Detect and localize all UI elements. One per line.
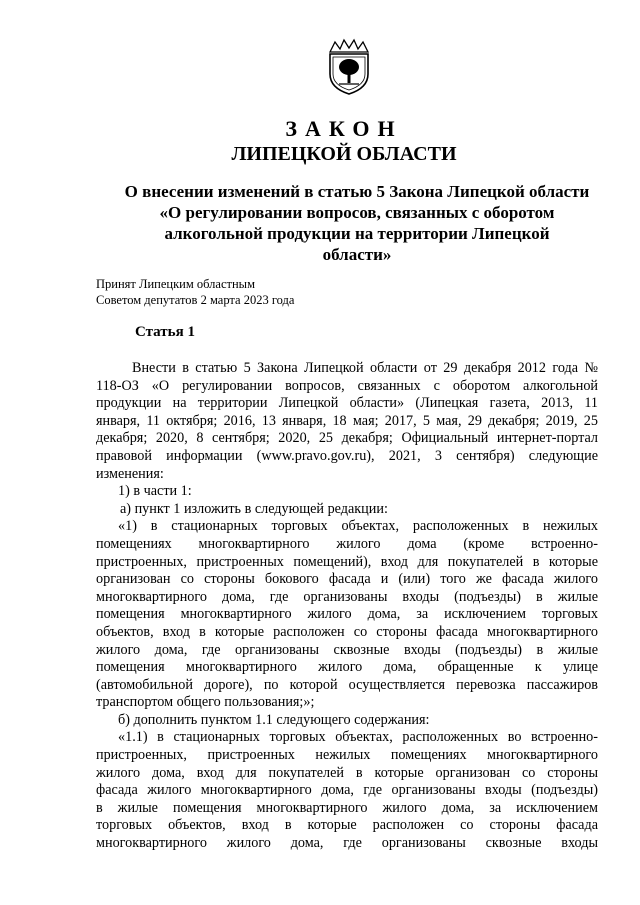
paragraph-line: в жилые помещения многоквартирного жилого дома, за исключением — [96, 799, 598, 816]
heading-line: «О регулировании вопросов, связанных с оборотом — [159, 203, 555, 222]
paragraph-line: помещениях многоквартирного жилого дома (кроме встроенно- — [96, 535, 598, 552]
paragraph-line: фасада жилого многоквартирного дома, где организованы входы (подъезды) — [96, 782, 598, 799]
paragraph-line: Внести в статью 5 Закона Липецкой области от 29 декабря 2012 года № — [132, 360, 598, 376]
paragraph-line: жилого дома, вход для покупателей в которые организован со стороны — [96, 764, 598, 781]
adoption-line: Советом депутатов 2 марта 2023 года — [96, 293, 295, 307]
adoption-line: Принят Липецким областным — [96, 277, 255, 291]
paragraph-line: а) пункт 1 изложить в следующей редакции: — [120, 500, 388, 517]
paragraph-line: жилого дома, где организованы сквозные входы (подъезды) в жилые — [96, 641, 598, 658]
paragraph-line: декабря; 2020, 8 сентября; 2020, 25 декабря; Официальный интернет-портал — [96, 430, 598, 447]
paragraph-line: помещения многоквартирного жилого дома, за исключением торговых — [96, 606, 598, 623]
paragraph-line: объектов, вход в которые расположен со стороны фасада многоквартирного — [96, 623, 598, 640]
paragraph-line: правовой информации (www.pravo.gov.ru), 2021, 3 сентября) следующие — [96, 447, 598, 464]
paragraph-line: помещения многоквартирного жилого дома, обращенные к улице — [96, 659, 598, 676]
paragraph-line: изменения: — [96, 465, 164, 482]
paragraph-line: января, 11 октября; 2016, 13 января, 18 мая; 2017, 5 мая, 29 декабря; 2019, 25 — [96, 412, 598, 429]
article-body — [96, 360, 598, 853]
paragraph-line: б) дополнить пунктом 1.1 следующего содержания: — [118, 711, 430, 728]
paragraph-line: «1.1) в стационарных торговых объектах, расположенных во встроенно- — [118, 729, 598, 746]
adoption-info — [96, 276, 294, 308]
paragraph-line: продукции на территории Липецкой области» (Липецкая газета, 2013, 11 — [96, 395, 598, 412]
paragraph-line: транспортом общего пользования;»; — [96, 694, 315, 711]
paragraph-line: торговых объектов, вход в которые расположен со стороны фасада — [96, 817, 598, 834]
paragraph-line: «1) в стационарных торговых объектах, расположенных в нежилых — [118, 518, 598, 535]
paragraph-line: пристроенных, пристроенных помещений), вход для покупателей в которые — [96, 553, 598, 570]
paragraph-line: многоквартирного дома, где организованы входы (подъезды) в жилые — [96, 588, 598, 605]
coat-of-arms-icon — [326, 38, 372, 96]
law-heading — [112, 181, 602, 265]
paragraph-line: (автомобильной дороге), по которой осуществляется перевозка пассажиров — [96, 676, 598, 693]
law-title: ЗАКОН — [285, 116, 403, 141]
article-title: Статья 1 — [135, 324, 195, 340]
paragraph-line: многоквартирного жилого дома, где организованы сквозные входы — [96, 835, 598, 852]
heading-line: области» — [322, 245, 392, 264]
region-title: ЛИПЕЦКОЙ ОБЛАСТИ — [231, 143, 457, 165]
paragraph-line: 1) в части 1: — [118, 483, 192, 500]
heading-line: О внесении изменений в статью 5 Закона Липецкой области — [124, 182, 590, 201]
paragraph-line: 118-ОЗ «О регулировании вопросов, связанных с оборотом алкогольной — [96, 377, 598, 394]
paragraph-line: организован со стороны бокового фасада и (или) того же фасада жилого — [96, 571, 598, 588]
heading-line: алкогольной продукции на территории Липецкой — [164, 224, 550, 243]
paragraph-line: пристроенных, пристроенных нежилых помещениях многоквартирного — [96, 747, 598, 764]
